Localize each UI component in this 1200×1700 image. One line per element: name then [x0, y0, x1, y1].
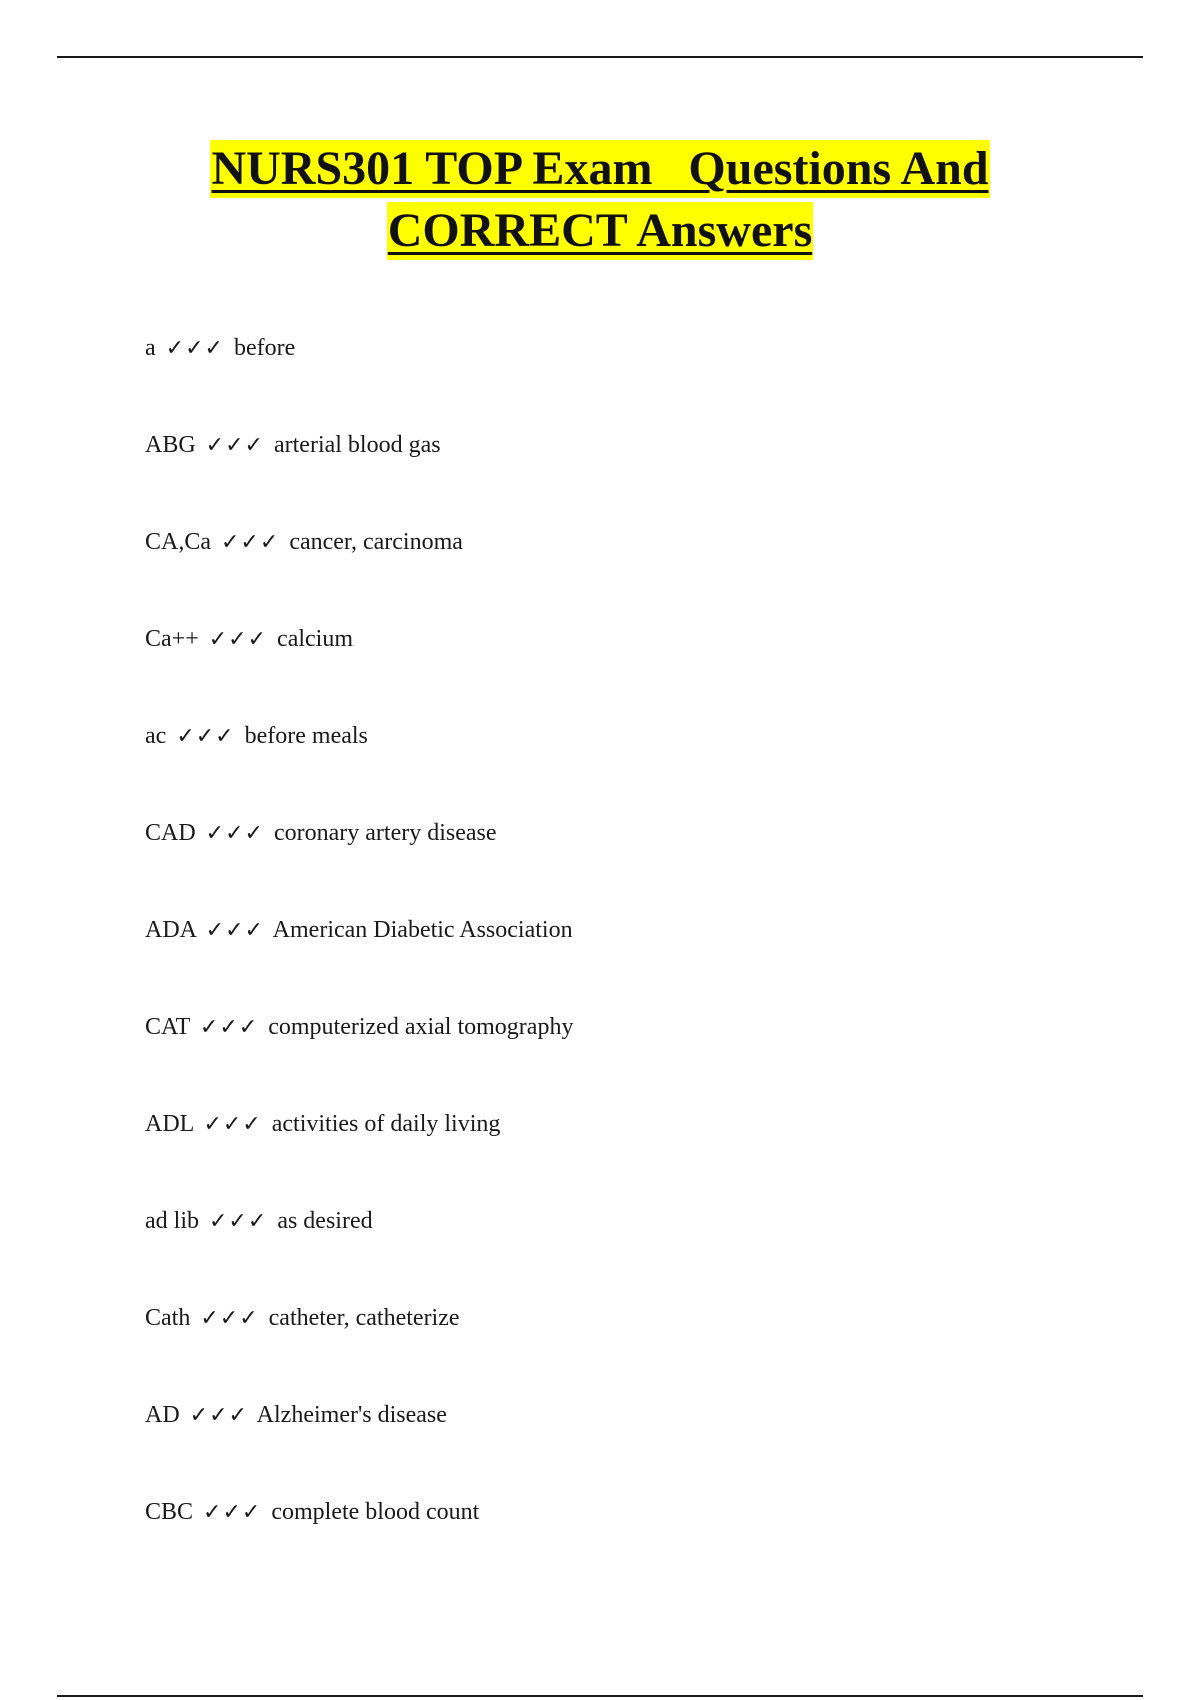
term: AD [145, 1402, 180, 1428]
list-item [145, 520, 573, 564]
list-item [145, 1005, 573, 1049]
definition: American Diabetic Association [272, 917, 573, 943]
term: CAD [145, 820, 196, 846]
check-marks-icon: ✓✓✓ [208, 627, 268, 652]
term: ADA [145, 917, 196, 943]
definition: catheter, catheterize [268, 1305, 460, 1331]
list-item [145, 1490, 573, 1534]
definition: before meals [244, 723, 368, 749]
document-title [0, 140, 1200, 264]
definition: computerized axial tomography [268, 1014, 574, 1040]
check-marks-icon: ✓✓✓ [176, 724, 235, 749]
term: ac [145, 723, 167, 749]
term: a [145, 335, 156, 361]
title-line-2: CORRECT Answers [387, 202, 814, 260]
check-marks-icon: ✓✓✓ [189, 1403, 248, 1428]
definition: activities of daily living [271, 1111, 501, 1137]
list-item [145, 1199, 573, 1243]
footer-rule [57, 1695, 1143, 1697]
definition: cancer, carcinoma [289, 529, 463, 555]
term: Cath [145, 1305, 191, 1331]
definition: coronary artery disease [273, 820, 497, 846]
term: Ca++ [145, 626, 199, 652]
list-item [145, 908, 573, 952]
glossary-list [145, 326, 573, 1587]
check-marks-icon: ✓✓✓ [165, 336, 224, 361]
check-marks-icon: ✓✓✓ [203, 1112, 262, 1137]
check-marks-icon: ✓✓✓ [205, 821, 264, 846]
check-marks-icon: ✓✓✓ [205, 433, 264, 458]
term: CA,Ca [145, 529, 211, 555]
header-rule [57, 56, 1143, 58]
list-item [145, 714, 573, 758]
term: ABG [145, 432, 196, 458]
term: ADL [145, 1111, 194, 1137]
definition: complete blood count [271, 1499, 480, 1525]
definition: arterial blood gas [273, 432, 441, 458]
check-marks-icon: ✓✓✓ [209, 1209, 268, 1234]
definition: before [233, 335, 296, 361]
definition: Alzheimer's disease [256, 1402, 447, 1428]
term: CAT [145, 1014, 190, 1040]
list-item [145, 1102, 573, 1146]
list-item [145, 617, 573, 661]
definition: as desired [277, 1208, 373, 1234]
term: ad lib [145, 1208, 199, 1234]
check-marks-icon: ✓✓✓ [203, 1500, 262, 1525]
term: CBC [145, 1499, 194, 1525]
definition: calcium [277, 626, 354, 652]
check-marks-icon: ✓✓✓ [200, 1306, 259, 1331]
list-item [145, 811, 573, 855]
list-item [145, 423, 573, 467]
check-marks-icon: ✓✓✓ [205, 918, 264, 943]
list-item [145, 1393, 573, 1437]
check-marks-icon: ✓✓✓ [221, 530, 280, 555]
list-item [145, 326, 573, 370]
title-line-1: NURS301 TOP Exam Questions And [210, 140, 989, 198]
check-marks-icon: ✓✓✓ [199, 1015, 259, 1040]
list-item [145, 1296, 573, 1340]
